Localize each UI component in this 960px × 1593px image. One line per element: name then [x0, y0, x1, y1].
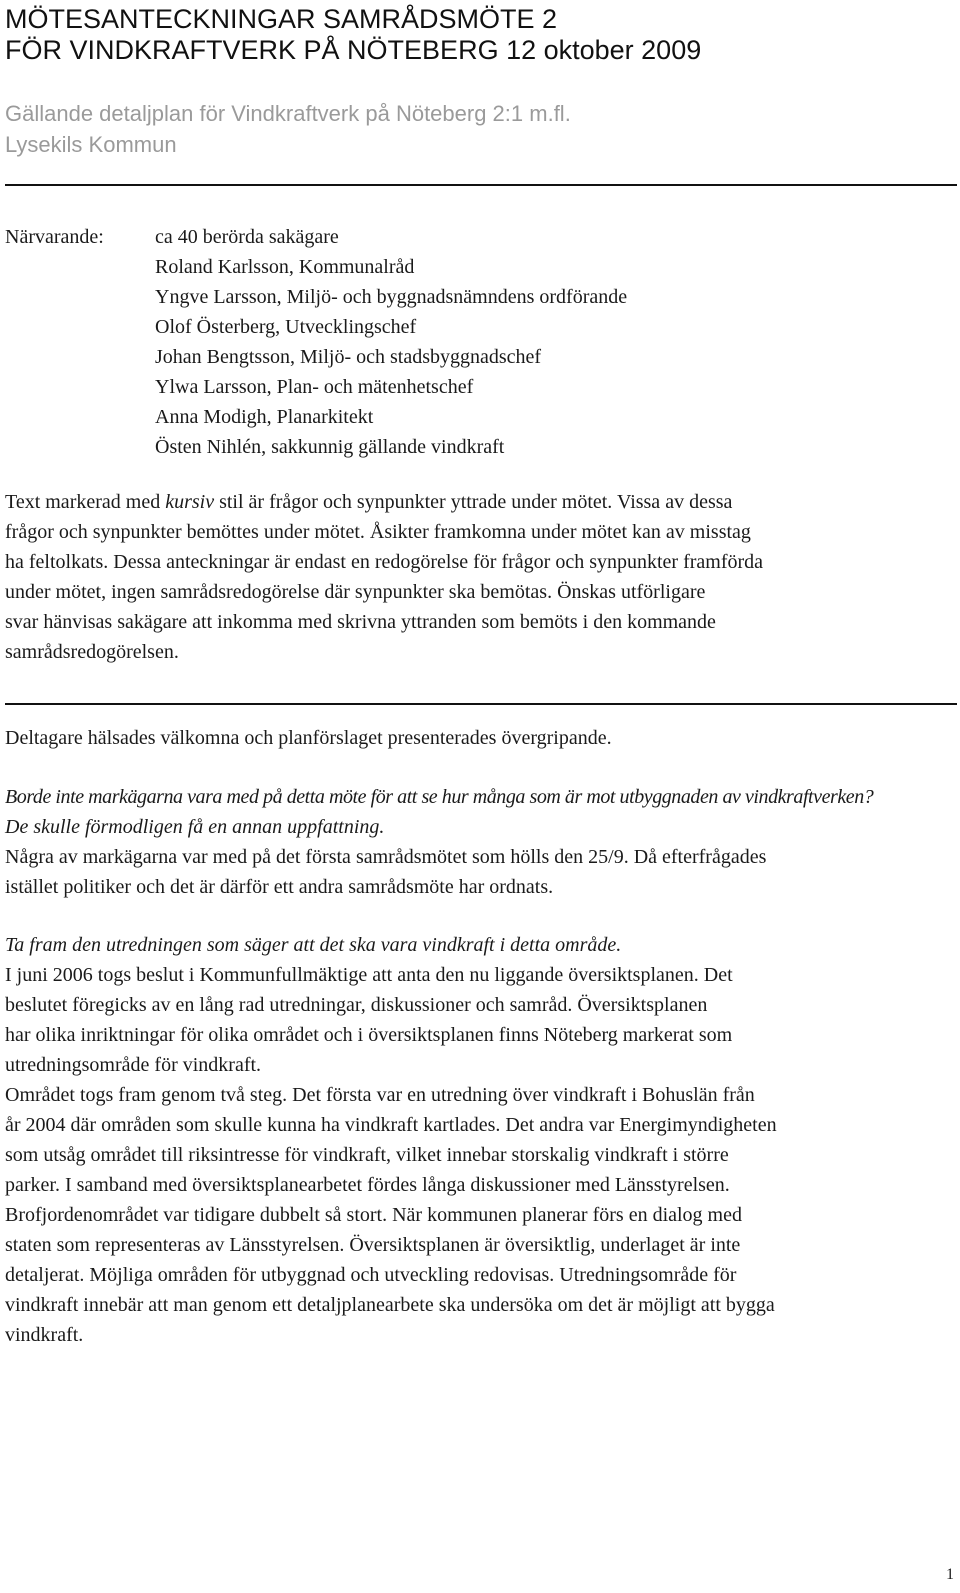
subtitle-municipality: Lysekils Kommun	[5, 132, 177, 157]
title-line-2: FÖR VINDKRAFTVERK PÅ NÖTEBERG 12 oktober 2009	[5, 35, 702, 65]
attendees-label: Närvarande:	[5, 226, 104, 248]
attendee-item: Östen Nihlén, sakkunnig gällande vindkraft	[155, 436, 505, 458]
answer-line: som utsåg området till riksintresse för vindkraft, vilket innebar storskalig vindkraft i större	[5, 1144, 729, 1166]
answer-line: år 2004 där områden som skulle kunna ha vindkraft kartlades. Det andra var Energimyndigheten	[5, 1114, 777, 1136]
attendee-item: Olof Österberg, Utvecklingschef	[155, 316, 417, 338]
attendee-item: Yngve Larsson, Miljö- och byggnadsnämndens ordförande	[155, 286, 628, 308]
title-line-1: MÖTESANTECKNINGAR SAMRÅDSMÖTE 2	[5, 4, 558, 34]
note-line: frågor och synpunkter bemöttes under mötet. Åsikter framkomna under mötet kan av misstag	[5, 521, 751, 543]
note-italic-word: kursiv	[165, 491, 215, 513]
answer-line: I juni 2006 togs beslut i Kommunfullmäktige att anta den nu liggande översiktsplanen. Det	[5, 964, 733, 986]
qa-block-2	[5, 930, 957, 1350]
attendee-item: ca 40 berörda sakägare	[155, 226, 339, 248]
answer-line: parker. I samband med översiktsplanearbetet fördes långa diskussioner med Länsstyrelsen.	[5, 1174, 730, 1196]
answer-line: detaljerat. Möjliga områden för utbyggnad och utveckling redovisas. Utredningsområde för	[5, 1264, 737, 1286]
answer-line: utredningsområde för vindkraft.	[5, 1054, 262, 1076]
question-line: Ta fram den utredningen som säger att det ska vara vindkraft i detta område.	[5, 934, 622, 956]
answer-line: vindkraft.	[5, 1324, 84, 1346]
note-line: ha feltolkats. Dessa anteckningar är endast en redogörelse för frågor och synpunkter framförda	[5, 551, 764, 573]
section-divider	[5, 703, 957, 705]
note-line: under mötet, ingen samrådsredogörelse där synpunkter ska bemötas. Önskas utförligare	[5, 581, 706, 603]
answer-line: istället politiker och det är därför ett andra samrådsmöte har ordnats.	[5, 876, 554, 898]
welcome-paragraph	[5, 723, 957, 753]
note-text: Text markerad med	[5, 491, 166, 513]
subtitle-plan: Gällande detaljplan för Vindkraftverk på Nöteberg 2:1 m.fl.	[5, 101, 571, 126]
attendee-item: Roland Karlsson, Kommunalråd	[155, 256, 415, 278]
header-divider	[5, 184, 957, 186]
welcome-text: Deltagare hälsades välkomna och planförslaget presenterades övergripande.	[5, 727, 612, 749]
attendees-list	[155, 222, 627, 462]
attendee-item: Anna Modigh, Planarkitekt	[155, 406, 374, 428]
answer-line: Området togs fram genom två steg. Det första var en utredning över vindkraft i Bohuslän från	[5, 1084, 755, 1106]
answer-line: vindkraft innebär att man genom ett detaljplanearbete ska undersöka om det är möjligt att bygga	[5, 1294, 775, 1316]
document-subtitle	[5, 98, 571, 160]
qa-block-1	[5, 782, 957, 902]
page-number: 1	[946, 1566, 954, 1583]
note-line-1	[5, 487, 957, 517]
question-line: Borde inte markägarna vara med på detta möte för att se hur många som är mot utbyggnaden av vindkraftverken?	[5, 786, 874, 808]
answer-line: staten som representeras av Länsstyrelsen. Översiktsplanen är översiktlig, underlaget är inte	[5, 1234, 741, 1256]
attendee-item: Johan Bengtsson, Miljö- och stadsbyggnadschef	[155, 346, 542, 368]
attendee-item: Ylwa Larsson, Plan- och mätenhetschef	[155, 376, 474, 398]
note-text: stil är frågor och synpunkter yttrade under mötet. Vissa av dessa	[214, 491, 733, 513]
answer-line: har olika inriktningar för olika området och i översiktsplanen finns Nöteberg markerat som	[5, 1024, 733, 1046]
document-title	[5, 4, 701, 66]
note-line: samrådsredogörelsen.	[5, 641, 179, 663]
answer-line: Brofjordenområdet var tidigare dubbelt så stort. När kommunen planerar förs en dialog med	[5, 1204, 742, 1226]
italic-note-paragraph	[5, 487, 957, 667]
answer-line: Några av markägarna var med på det första samrådsmötet som hölls den 25/9. Då efterfrågades	[5, 846, 767, 868]
answer-line: beslutet föregicks av en lång rad utredningar, diskussioner och samråd. Översiktsplanen	[5, 994, 708, 1016]
question-line: De skulle förmodligen få en annan uppfattning.	[5, 816, 385, 838]
note-line: svar hänvisas sakägare att inkomma med skrivna yttranden som bemöts i den kommande	[5, 611, 716, 633]
